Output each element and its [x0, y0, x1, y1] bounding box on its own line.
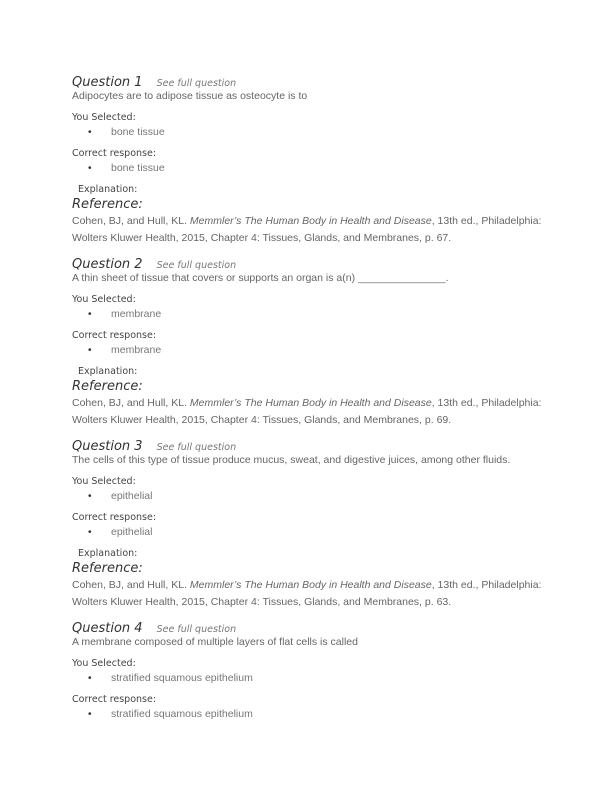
selected-answer-text: membrane [111, 308, 162, 320]
question-text: Adipocytes are to adipose tissue as osteocyte is to [72, 90, 308, 102]
question-header [72, 436, 542, 453]
quiz-results-page [72, 72, 542, 729]
bullet-icon: • [88, 527, 92, 538]
question-text: A thin sheet of tissue that covers or supports an organ is a(n) _______________. [72, 272, 449, 284]
question-block [72, 618, 542, 722]
correct-response-label: Correct response: [72, 330, 157, 341]
reference-citation [72, 577, 542, 611]
question-block [72, 436, 542, 611]
reference-heading: Reference: [72, 561, 143, 576]
you-selected-label: You Selected: [72, 112, 136, 123]
reference-details: , 13th ed., Philadelphia: Wolters Kluwer Health, 2015, Chapter 4: Tissues, Glands, and Membranes, p. 69. [72, 397, 542, 426]
correct-answer-text: bone tissue [111, 162, 165, 174]
correct-answer-text: stratified squamous epithelium [111, 708, 253, 720]
reference-authors: Cohen, BJ, and Hull, KL. [72, 397, 190, 409]
reference-citation [72, 213, 542, 247]
question-title: Question 1 [72, 75, 143, 90]
selected-answer [72, 307, 542, 322]
you-selected-label: You Selected: [72, 294, 136, 305]
bullet-icon: • [88, 309, 92, 320]
bullet-icon: • [88, 709, 92, 720]
correct-response-label: Correct response: [72, 148, 157, 159]
question-title: Question 4 [72, 621, 143, 636]
selected-answer [72, 489, 542, 504]
correct-answer-text: membrane [111, 344, 162, 356]
reference-heading: Reference: [72, 379, 143, 394]
correct-response-label: Correct response: [72, 512, 157, 523]
question-header [72, 254, 542, 271]
correct-answer [72, 343, 542, 358]
you-selected-label: You Selected: [72, 476, 136, 487]
see-full-question-link[interactable]: See full question [156, 442, 237, 453]
see-full-question-link[interactable]: See full question [156, 624, 237, 635]
reference-book-title: Memmler’s The Human Body in Health and Disease [189, 579, 432, 591]
explanation-label: Explanation: [78, 548, 138, 559]
reference-authors: Cohen, BJ, and Hull, KL. [72, 579, 190, 591]
question-header [72, 618, 542, 635]
correct-response-label: Correct response: [72, 694, 157, 705]
explanation-label: Explanation: [78, 366, 138, 377]
you-selected-label: You Selected: [72, 658, 136, 669]
correct-answer [72, 161, 542, 176]
question-title: Question 3 [72, 439, 143, 454]
reference-book-title: Memmler’s The Human Body in Health and Disease [189, 215, 432, 227]
selected-answer-text: bone tissue [111, 126, 165, 138]
question-header [72, 72, 542, 89]
correct-answer-text: epithelial [111, 526, 153, 538]
selected-answer [72, 125, 542, 140]
reference-details: , 13th ed., Philadelphia: Wolters Kluwer Health, 2015, Chapter 4: Tissues, Glands, and Membranes, p. 63. [72, 579, 542, 608]
bullet-icon: • [88, 127, 92, 138]
selected-answer-text: epithelial [111, 490, 153, 502]
question-text: The cells of this type of tissue produce mucus, sweat, and digestive juices, among other fluids. [72, 454, 511, 466]
selected-answer-text: stratified squamous epithelium [111, 672, 253, 684]
selected-answer [72, 671, 542, 686]
question-block [72, 72, 542, 247]
reference-authors: Cohen, BJ, and Hull, KL. [72, 215, 190, 227]
correct-answer [72, 525, 542, 540]
bullet-icon: • [88, 491, 92, 502]
question-text: A membrane composed of multiple layers of flat cells is called [72, 636, 358, 648]
see-full-question-link[interactable]: See full question [156, 260, 237, 271]
reference-citation [72, 395, 542, 429]
reference-details: , 13th ed., Philadelphia: Wolters Kluwer Health, 2015, Chapter 4: Tissues, Glands, and Membranes, p. 67. [72, 215, 542, 244]
question-block [72, 254, 542, 429]
explanation-label: Explanation: [78, 184, 138, 195]
reference-heading: Reference: [72, 197, 143, 212]
correct-answer [72, 707, 542, 722]
see-full-question-link[interactable]: See full question [156, 78, 237, 89]
bullet-icon: • [88, 163, 92, 174]
bullet-icon: • [88, 345, 92, 356]
bullet-icon: • [88, 673, 92, 684]
question-title: Question 2 [72, 257, 143, 272]
reference-book-title: Memmler’s The Human Body in Health and Disease [189, 397, 432, 409]
